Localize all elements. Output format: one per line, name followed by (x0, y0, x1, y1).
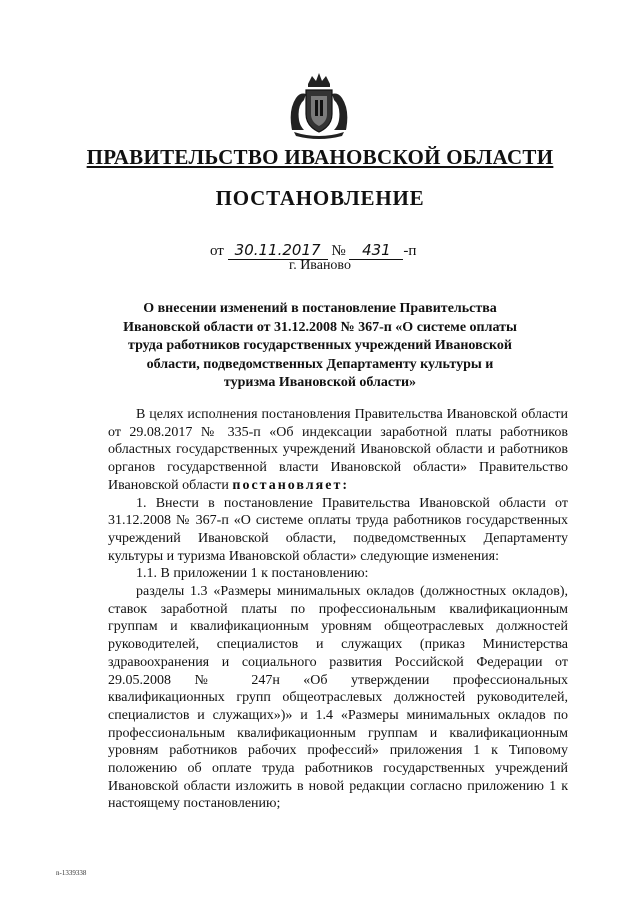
number-sign: № (331, 243, 346, 259)
number-suffix: -п (403, 243, 417, 259)
preamble-paragraph (108, 406, 568, 495)
preamble-text: В целях исполнения постановления Правительства Ивановской области от 29.08.2017 № 335-п «Об индексации заработной платы работников областных государственных учреждений Ивановской области и работников органов государственной власти Ивановской области» Правительство Ивановской области (108, 407, 568, 493)
item-1-1: 1.1. В приложении 1 к постановлению: (136, 566, 369, 582)
decree-number: 431 (349, 241, 403, 260)
decree-subject: О внесении изменений в постановление Правительства Ивановской области от 31.12.2008 № 367-п «О системе оплаты труда работников государственных учреждений Ивановской области, подведомственных Департаменту культуры и туризма Ивановской области» (123, 301, 517, 390)
item-1: 1. Внести в постановление Правительства Ивановской области от 31.12.2008 № 367-п «О системе оплаты труда работников государственных учреждений Ивановской области, подведомственных Департаменту культуры и туризма Ивановской области» следующие изменения: (108, 495, 568, 564)
coat-of-arms-icon (284, 70, 354, 140)
decree-body (108, 406, 568, 813)
date-prefix: от (210, 243, 224, 259)
document-code: n-1339338 (56, 869, 87, 877)
resolves-word: постановляет: (232, 477, 349, 493)
city: г. Иваново (289, 258, 351, 273)
government-title: ПРАВИТЕЛЬСТВО ИВАНОВСКОЙ ОБЛАСТИ (86, 145, 554, 169)
document-type: ПОСТАНОВЛЕНИЕ (215, 186, 425, 210)
decree-date: 30.11.2017 (228, 241, 328, 260)
item-1-1-text: разделы 1.3 «Размеры минимальных окладов (должностных окладов), ставок заработной платы по профессиональным квалификационным группам и квалификационным уровням общеотраслевых должностей руководителей, специалистов и служащих (приказ Министерства здравоохранения и социального развития Российской Федерации от 29.05.2008 № 247н «Об утверждении профессиональных квалификационных групп общеотраслевых должностей руководителей, специалистов и служащих»)» и 1.4 «Размеры минимальных окладов по профессиональным квалификационным группам и квалификационным уровням работников рабочих профессий» приложения 1 к Типовому положению об оплате труда работников государственных учреждений Ивановской области изложить в новой редакции согласно приложению 1 к настоящему постановлению; (108, 584, 568, 812)
